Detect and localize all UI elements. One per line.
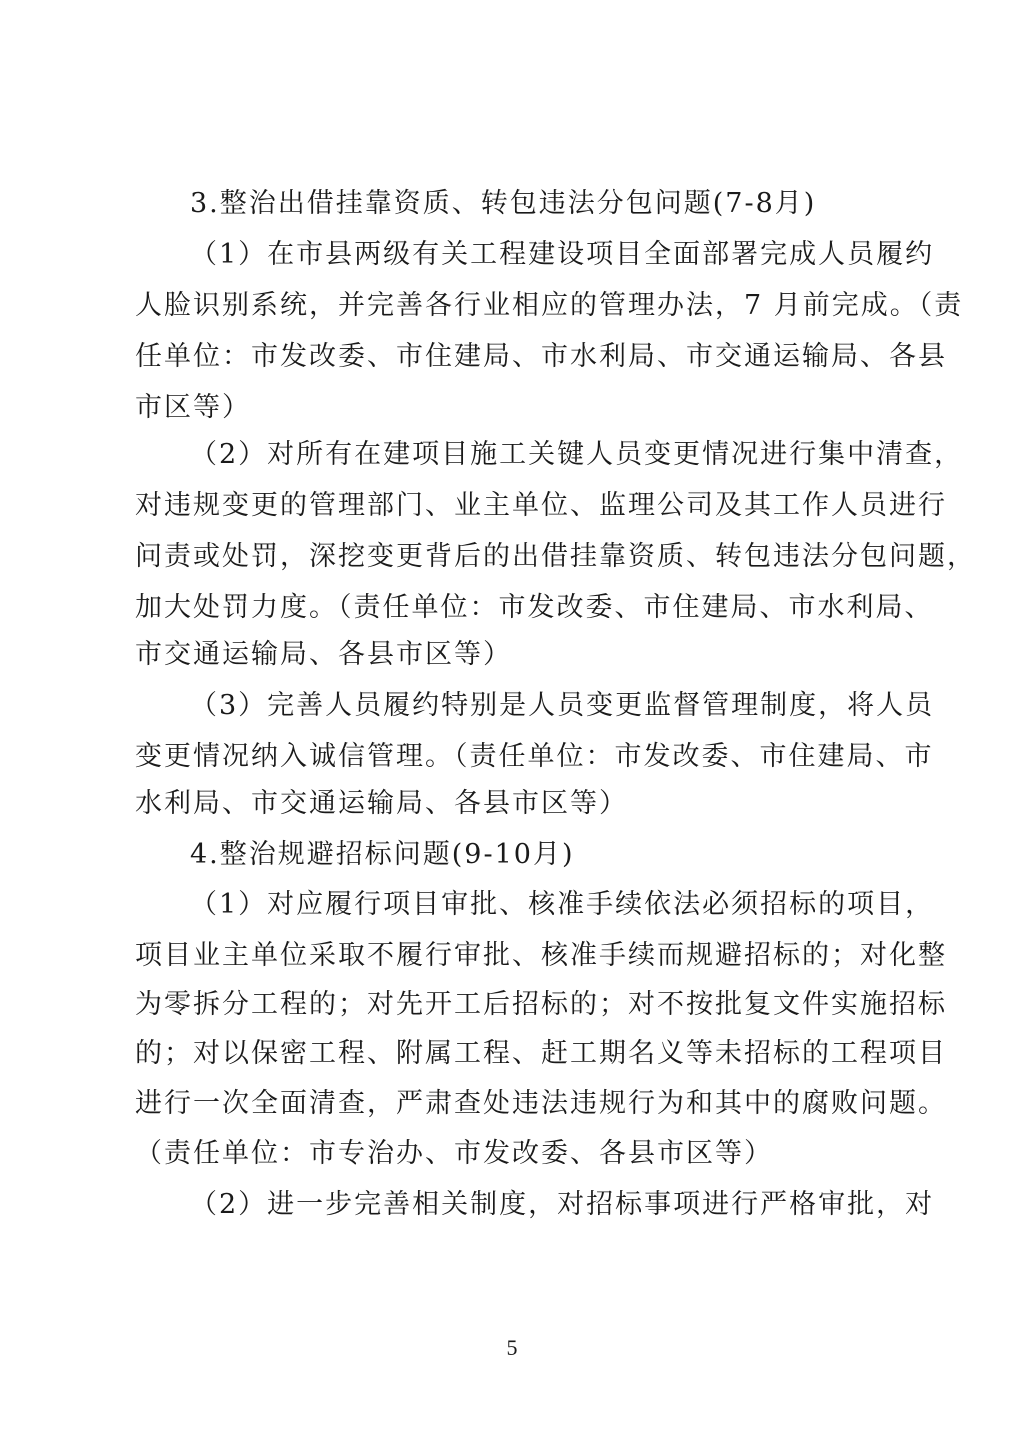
paragraph-line: 任单位：市发改委、市住建局、市水利局、市交通运输局、各县 (135, 341, 947, 372)
paragraph-line: （责任单位：市专治办、市发改委、各县市区等） (135, 1138, 773, 1169)
paragraph-line: （2）进一步完善相关制度，对招标事项进行严格审批，对 (190, 1189, 935, 1220)
paragraph-line: 为零拆分工程的；对先开工后招标的；对不按批复文件实施招标 (135, 989, 947, 1020)
paragraph-line: 市交通运输局、各县市区等） (135, 639, 512, 670)
paragraph-line: 项目业主单位采取不履行审批、核准手续而规避招标的；对化整 (135, 940, 947, 971)
paragraph-line: （1）在市县两级有关工程建设项目全面部署完成人员履约 (190, 239, 935, 270)
paragraph-line: 的；对以保密工程、附属工程、赶工期名义等未招标的工程项目 (135, 1038, 947, 1069)
paragraph-line: 对违规变更的管理部门、业主单位、监理公司及其工作人员进行 (135, 490, 947, 521)
paragraph-line: 变更情况纳入诚信管理。（责任单位：市发改委、市住建局、市 (135, 741, 934, 772)
paragraph-line: （3）完善人员履约特别是人员变更监督管理制度，将人员 (190, 690, 935, 721)
paragraph-line: 进行一次全面清查，严肃查处违法违规行为和其中的腐败问题。 (135, 1088, 947, 1119)
paragraph-line: （1）对应履行项目审批、核准手续依法必须招标的项目， (190, 889, 935, 920)
page-number: 5 (506, 1335, 518, 1360)
paragraph-line: 加大处罚力度。（责任单位：市发改委、市住建局、市水利局、 (135, 592, 934, 623)
paragraph-line: （2）对所有在建项目施工关键人员变更情况进行集中清查， (190, 439, 964, 470)
paragraph-line: 人脸识别系统，并完善各行业相应的管理办法，7 月前完成。（责 (135, 290, 964, 321)
paragraph-line: 水利局、市交通运输局、各县市区等） (135, 788, 628, 819)
section-heading-3: 3.整治出借挂靠资质、转包违法分包问题(7-8月) (190, 188, 817, 219)
section-heading-4: 4.整治规避招标问题(9-10月) (190, 839, 575, 870)
paragraph-line: 问责或处罚，深挖变更背后的出借挂靠资质、转包违法分包问题， (135, 541, 976, 572)
paragraph-line: 市区等） (135, 392, 251, 423)
